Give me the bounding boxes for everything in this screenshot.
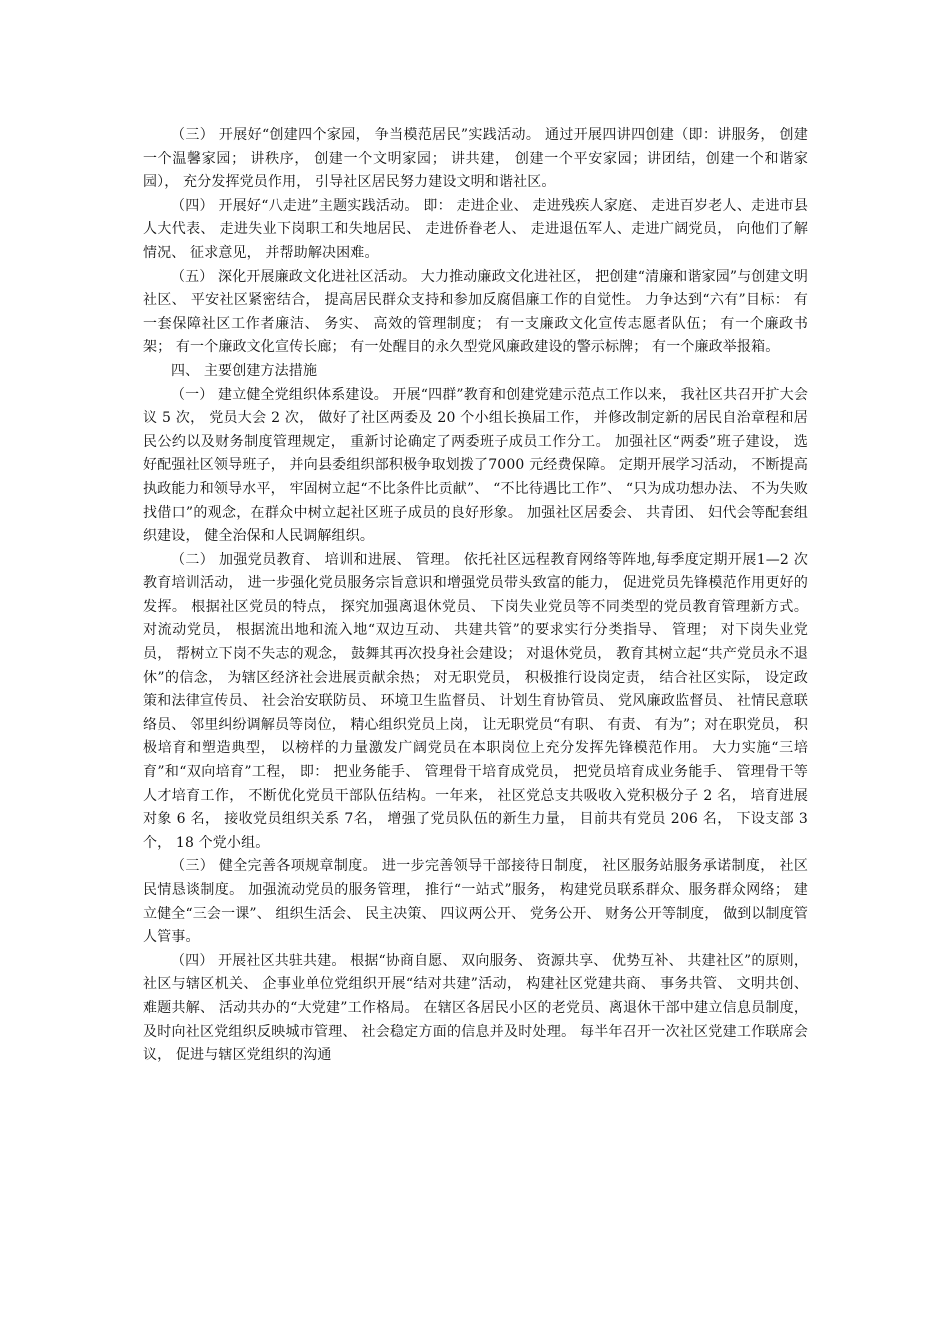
paragraph-clean-governance: （五） 深化开展廉政文化进社区活动。 大力推动廉政文化进社区， 把创建“清廉和谐家园”与创建文明社区、 平安社区紧密结合， 提高居民群众支持和参加反腐倡廉工作的自觉性。 力争达到“六有”目标： 有一套保障社区工作者廉洁、 务实、 高效的管理制度； 有一支廉政文化宣传志愿者队伍； 有一个廉政书架； 有一个廉政文化宣传长廊； 有一处醒目的永久型党风廉政建设的警示标牌； 有一个廉政举报箱。 <box>143 268 808 356</box>
paragraph-joint-building: （四） 开展社区共驻共建。 根据“协商自愿、 双向服务、 资源共享、 优势互补、 共建社区”的原则， 社区与辖区机关、 企事业单位党组织开展“结对共建”活动， 构建社区党建共商、 事务共管、 文明共创、 难题共解、 活动共办的“大党建”工作格局。 在辖区各居民小区的老党员、离退休干部中建立信息员制度， 及时向社区党组织反映城市管理、 社会稳定方面的信息并及时处理。 每半年召开一次社区党建工作联席会议， 促进与辖区党组织的沟通 <box>143 952 808 1064</box>
paragraph-regulations: （三） 健全完善各项规章制度。 进一步完善领导干部接待日制度， 社区服务站服务承诺制度， 社区民情恳谈制度。 加强流动党员的服务管理， 推行“一站式”服务， 构建党员联系群众、服务群众网络； 建立健全“三会一课”、 组织生活会、 民主决策、 四议两公开、 党务公开、 财务公开等制度， 做到以制度管人管事。 <box>143 858 808 946</box>
paragraph-community-homes: （三） 开展好“创建四个家园， 争当模范居民”实践活动。 通过开展四讲四创建（即：讲服务， 创建一个温馨家园； 讲秩序， 创建一个文明家园； 讲共建， 创建一个平安家园；讲团结，创建一个和谐家园）， 充分发挥党员作用， 引导社区居民努力建设文明和谐社区。 <box>143 127 808 191</box>
document-page <box>143 124 808 1068</box>
paragraph-member-education: （二） 加强党员教育、 培训和进展、 管理。 依托社区远程教育网络等阵地,每季度定期开展1—2 次教育培训活动， 进一步强化党员服务宗旨意识和增强党员带头致富的能力， 促进党员先锋模范作用更好的发挥。 根据社区党员的特点， 探究加强离退休党员、 下岗失业党员等不同类型的党员教育管理新方式。 对流动党员， 根据流出地和流入地“双边互动、 共建共管”的要求实行分类指导、 管理； 对下岗失业党员， 帮树立下岗不失志的观念， 鼓舞其再次投身社会建设； 对退休党员， 教育其树立起“共产党员永不退休”的信念， 为辖区经济社会进展贡献余热； 对无职党员， 积极推行设岗定责， 结合社区实际， 设定政策和法律宣传员、 社会治安联防员、 环境卫生监督员、 计划生育协管员、 党风廉政监督员、 社情民意联络员、 邻里纠纷调解员等岗位， 精心组织党员上岗， 让无职党员“有职、 有责、 有为”；对在职党员， 积极培育和塑造典型， 以榜样的力量激发广阔党员在本职岗位上充分发挥先锋模范作用。 大力实施“三培育”和“双向培育”工程， 即： 把业务能手、 管理骨干培育成党员， 把党员培育成业务能手、 管理骨干等人才培育工作， 不断优化党员干部队伍结构。一年来， 社区党总支共吸收入党积极分子 2 名， 培育进展对象 6 名， 接收党员组织关系 7名， 增强了党员队伍的新生力量， 目前共有党员 206 名， 下设支部 3 个， 18 个党小组。 <box>143 551 808 851</box>
paragraph-party-organization: （一） 建立健全党组织体系建设。 开展“四群”教育和创建党建示范点工作以来， 我社区共召开扩大会议 5 次， 党员大会 2 次， 做好了社区两委及 20 个小组长换届工作， 并修改制定新的居民自治章程和居民公约以及财务制度管理规定， 重新讨论确定了两委班子成员工作分工。 加强社区“两委”班子建设， 选好配强社区领导班子， 并向县委组织部积极争取划拨了7000 元经费保障。 定期开展学习活动， 不断提高执政能力和领导水平， 牢固树立起“不比条件比贡献”、 “不比待遇比工作”、 “只为成功想办法、 不为失败找借口”的观念，在群众中树立起社区班子成员的良好形象。 加强社区居委会、 共青团、 妇代会等配套组织建设， 健全治保和人民调解组织。 <box>143 386 808 545</box>
section-heading-measures: 四、 主要创建方法措施 <box>171 362 318 379</box>
paragraph-eight-visits: （四） 开展好“八走进”主题实践活动。 即： 走进企业、 走进残疾人家庭、 走进百岁老人、走进市县人大代表、 走进失业下岗职工和失地居民、 走进侨眷老人、 走进退伍军人、走进广阔党员， 向他们了解情况、 征求意见， 并帮助解决困难。 <box>143 197 808 261</box>
